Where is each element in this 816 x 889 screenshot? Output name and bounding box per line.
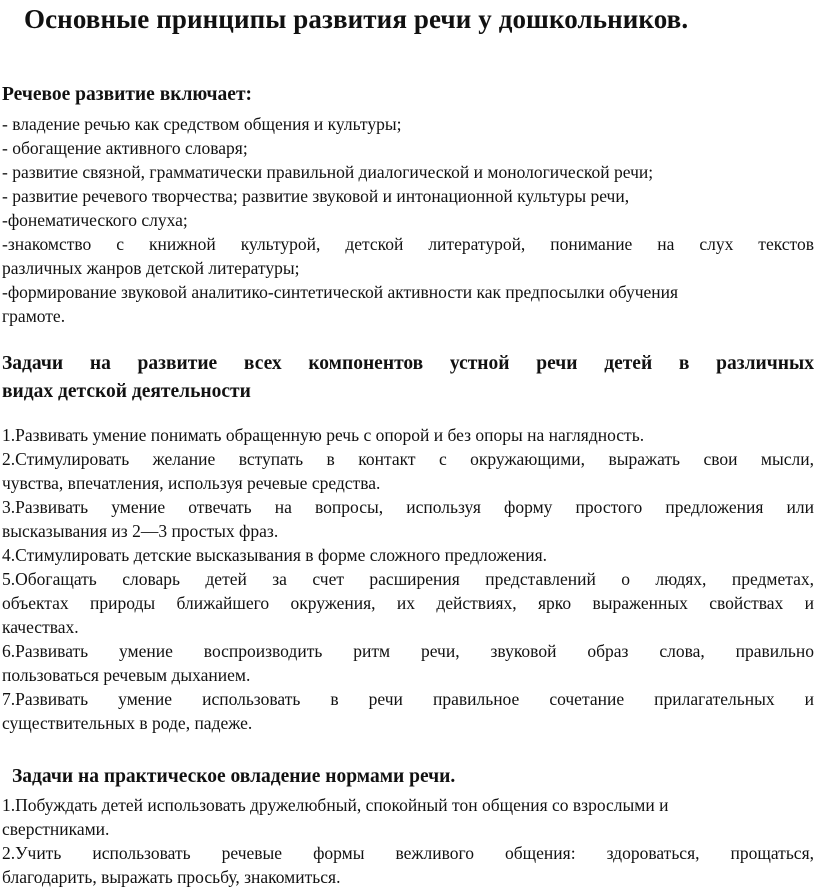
section2-line-3: чувства, впечатления, используя речевые средства. [2, 473, 381, 493]
section1-line-4: - развитие речевого творчества; развитие звуковой и интонационной культуры речи, [2, 186, 630, 206]
section1-line-7: различных жанров детской литературы; [2, 258, 300, 278]
section2-line-11: пользоваться речевым дыханием. [2, 665, 251, 685]
section3-line-4: благодарить, выражать просьбу, знакомиться. [2, 867, 341, 887]
section2-line-7: 5.Обогащать словарь детей за счет расширения представлений о людях, предметах, [2, 569, 814, 589]
page-title: Основные принципы развития речи у дошкольников. [24, 4, 689, 34]
section2-line-4: 3.Развивать умение отвечать на вопросы, используя форму простого предложения или [2, 497, 814, 517]
section1-line-5: -фонематического слуха; [2, 210, 188, 230]
section2-line-5: высказывания из 2—3 простых фраз. [2, 521, 279, 541]
section2-line-10: 6.Развивать умение воспроизводить ритм речи, звуковой образ слова, правильно [2, 641, 814, 661]
section2-line-12: 7.Развивать умение использовать в речи правильное сочетание прилагательных и [2, 689, 814, 709]
section1-line-1: - владение речью как средством общения и культуры; [2, 114, 402, 134]
section1-line-8: -формирование звуковой аналитико-синтетической активности как предпосылки обучения [2, 282, 679, 302]
section2-line-6: 4.Стимулировать детские высказывания в форме сложного предложения. [2, 545, 548, 565]
section2-line-13: существительных в роде, падеже. [2, 713, 253, 733]
section2-line-9: качествах. [2, 617, 79, 637]
section1-line-6: -знакомство с книжной культурой, детской литературой, понимание на слух текстов [2, 234, 814, 254]
section2-line-8: объектах природы ближайшего окружения, их действиях, ярко выраженных свойствах и [2, 593, 814, 613]
section2-heading-line-2: видах детской деятельности [2, 381, 251, 402]
section1-line-9: грамоте. [2, 306, 66, 326]
section3-line-3: 2.Учить использовать речевые формы вежливого общения: здороваться, прощаться, [2, 843, 814, 863]
section2-heading-line-1: Задачи на развитие всех компонентов устной речи детей в различных [2, 353, 814, 374]
section2-line-1: 1.Развивать умение понимать обращенную речь с опорой и без опоры на наглядность. [2, 425, 645, 445]
section3-line-2: сверстниками. [2, 819, 110, 839]
section3-heading: Задачи на практическое овладение нормами речи. [12, 766, 456, 787]
section3-line-1: 1.Побуждать детей использовать дружелюбный, спокойный тон общения со взрослыми и [2, 795, 669, 815]
section2-line-2: 2.Стимулировать желание вступать в контакт с окружающими, выражать свои мысли, [2, 449, 814, 469]
section1-line-2: - обогащение активного словаря; [2, 138, 248, 158]
section1-line-3: - развитие связной, грамматически правильной диалогической и монологической речи; [2, 162, 654, 182]
section1-heading: Речевое развитие включает: [2, 84, 253, 105]
